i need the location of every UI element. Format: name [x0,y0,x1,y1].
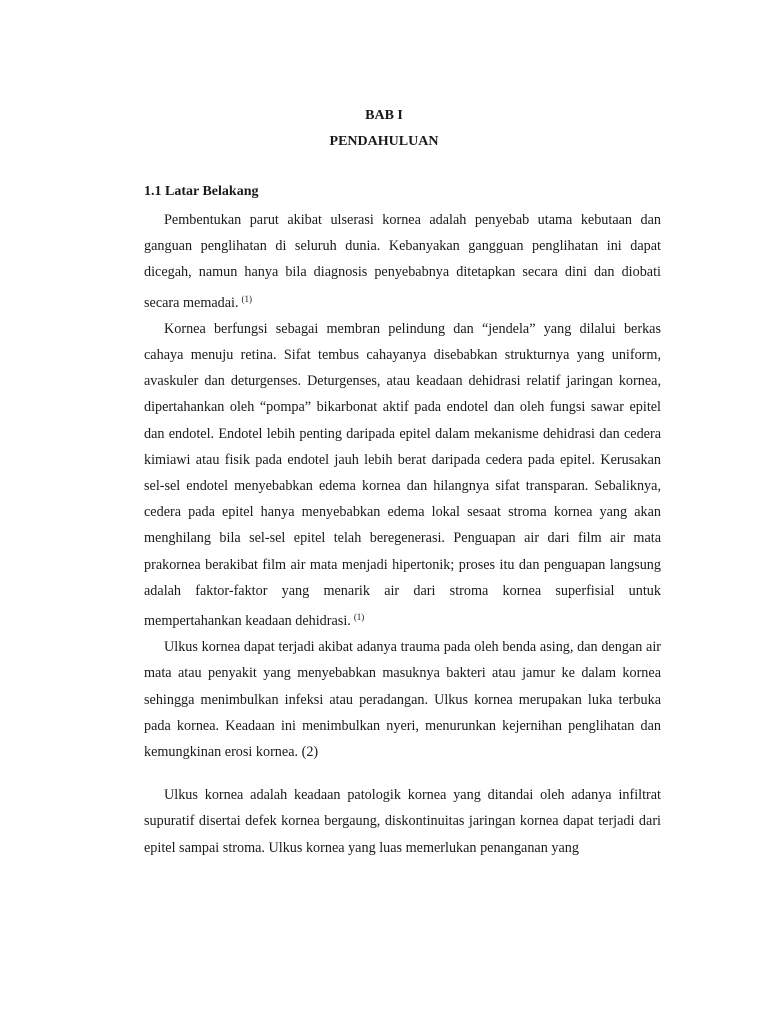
body-text [144,207,661,861]
chapter-title: PENDAHULUAN [329,134,439,149]
section-heading: 1.1 Latar Belakang [144,184,259,199]
paragraph-4-text: Ulkus kornea adalah keadaan patologik kornea yang ditandai oleh adanya infiltrat supuratif disertai defek kornea bergaung, diskontinuitas jaringan kornea dapat terjadi dari epitel sampai stroma. Ulkus kornea yang luas memerlukan penanganan yang [144,787,661,856]
paragraph-1-citation: (1) [241,293,253,304]
paragraph-2-citation: (1) [353,612,365,623]
paragraph-1 [144,207,661,316]
chapter-label: BAB I [365,108,403,123]
paragraph-3-text: Ulkus kornea dapat terjadi akibat adanya trauma pada oleh benda asing, dan dengan air mata atau penyakit yang menyebabkan masuknya bakteri atau jamur ke dalam kornea sehingga menimbulkan infeksi atau peradangan. Ulkus kornea merupakan luka terbuka pada kornea. Keadaan ini menimbulkan nyeri, menurunkan kejernihan penglihatan dan kemungkinan erosi kornea. (2) [144,639,661,761]
paragraph-4 [144,782,661,861]
paragraph-2-text: Kornea berfungsi sebagai membran pelindung dan “jendela” yang dilalui berkas cahaya menuju retina. Sifat tembus cahayanya disebabkan strukturnya yang uniform, avaskuler dan deturgenses. Deturgenses, atau keadaan dehidrasi relatif jaringan kornea, dipertahankan oleh “pompa” bikarbonat aktif pada endotel dan oleh fungsi sawar epitel dan endotel. Endotel lebih penting daripada epitel dalam mekanisme dehidrasi dan cedera kimiawi atau fisik pada endotel jauh lebih berat daripada cedera pada epitel. Kerusakan sel-sel endotel menyebabkan edema kornea dan hilangnya sifat transparan. Sebaliknya, cedera pada epitel hanya menyebabkan edema lokal sesaat stroma kornea yang akan menghilang bila sel-sel epitel telah beregenerasi. Penguapan air dari film air mata prakornea berakibat film air mata menjadi hipertonik; proses itu dan penguapan langsung adalah faktor-faktor yang menarik air dari stroma kornea superfisial untuk mempertahankan keadaan dehidrasi. [144,320,661,630]
paragraph-2 [144,316,661,634]
paragraph-1-text: Pembentukan parut akibat ulserasi kornea adalah penyebab utama kebutaan dan ganguan penglihatan di seluruh dunia. Kebanyakan gangguan penglihatan ini dapat dicegah, namun hanya bila diagnosis penyebabnya ditetapkan secara dini dan diobati secara memadai. [144,212,661,311]
paragraph-3 [144,634,661,765]
